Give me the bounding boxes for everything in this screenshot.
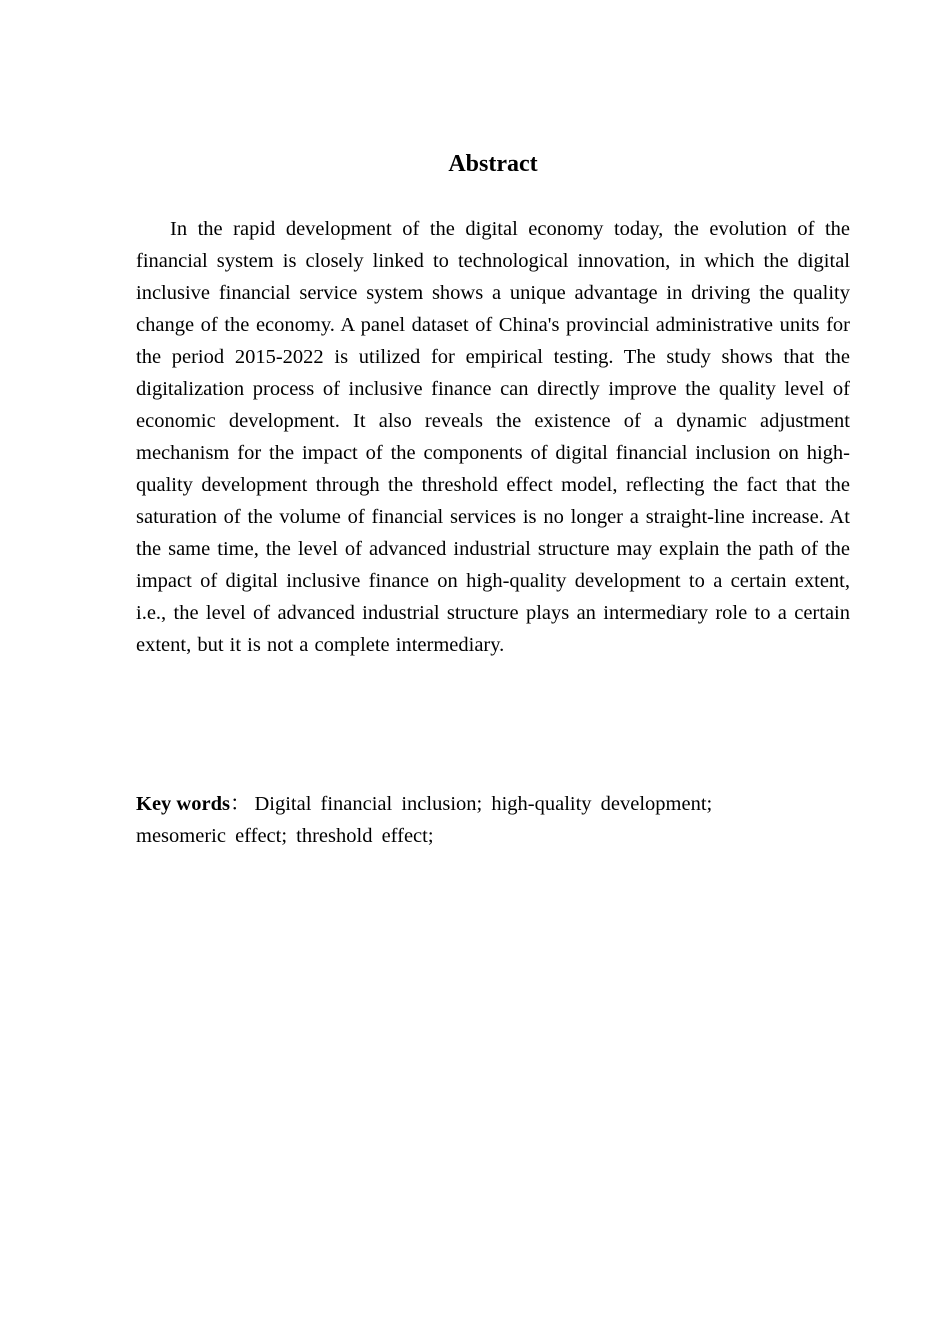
keywords-paragraph	[136, 788, 776, 852]
keywords-separator: ：	[229, 793, 251, 815]
abstract-body: In the rapid development of the digital economy today, the evolution of the financial system is closely linked to technological innovation, in which the digital inclusive financial service system shows a unique advantage in driving the quality change of the economy. A panel dataset of China's provincial administrative units for the period 2015-2022 is utilized for empirical testing. The study shows that the digitalization process of inclusive finance can directly improve the quality level of economic development. It also reveals the existence of a dynamic adjustment mechanism for the impact of the components of digital financial inclusion on high-quality development through the threshold effect model, reflecting the fact that the saturation of the volume of financial services is no longer a straight-line increase. At the same time, the level of advanced industrial structure may explain the path of the impact of digital inclusive finance on high-quality development to a certain extent, i.e., the level of advanced industrial structure plays an intermediary role to a certain extent, but it is not a complete intermediary.	[136, 218, 850, 656]
abstract-title: Abstract	[448, 151, 538, 177]
keywords-list: Digital financial inclusion; high-quality development; mesomeric effect; threshold effect;	[136, 793, 713, 847]
keywords-label: Key words	[136, 793, 230, 815]
